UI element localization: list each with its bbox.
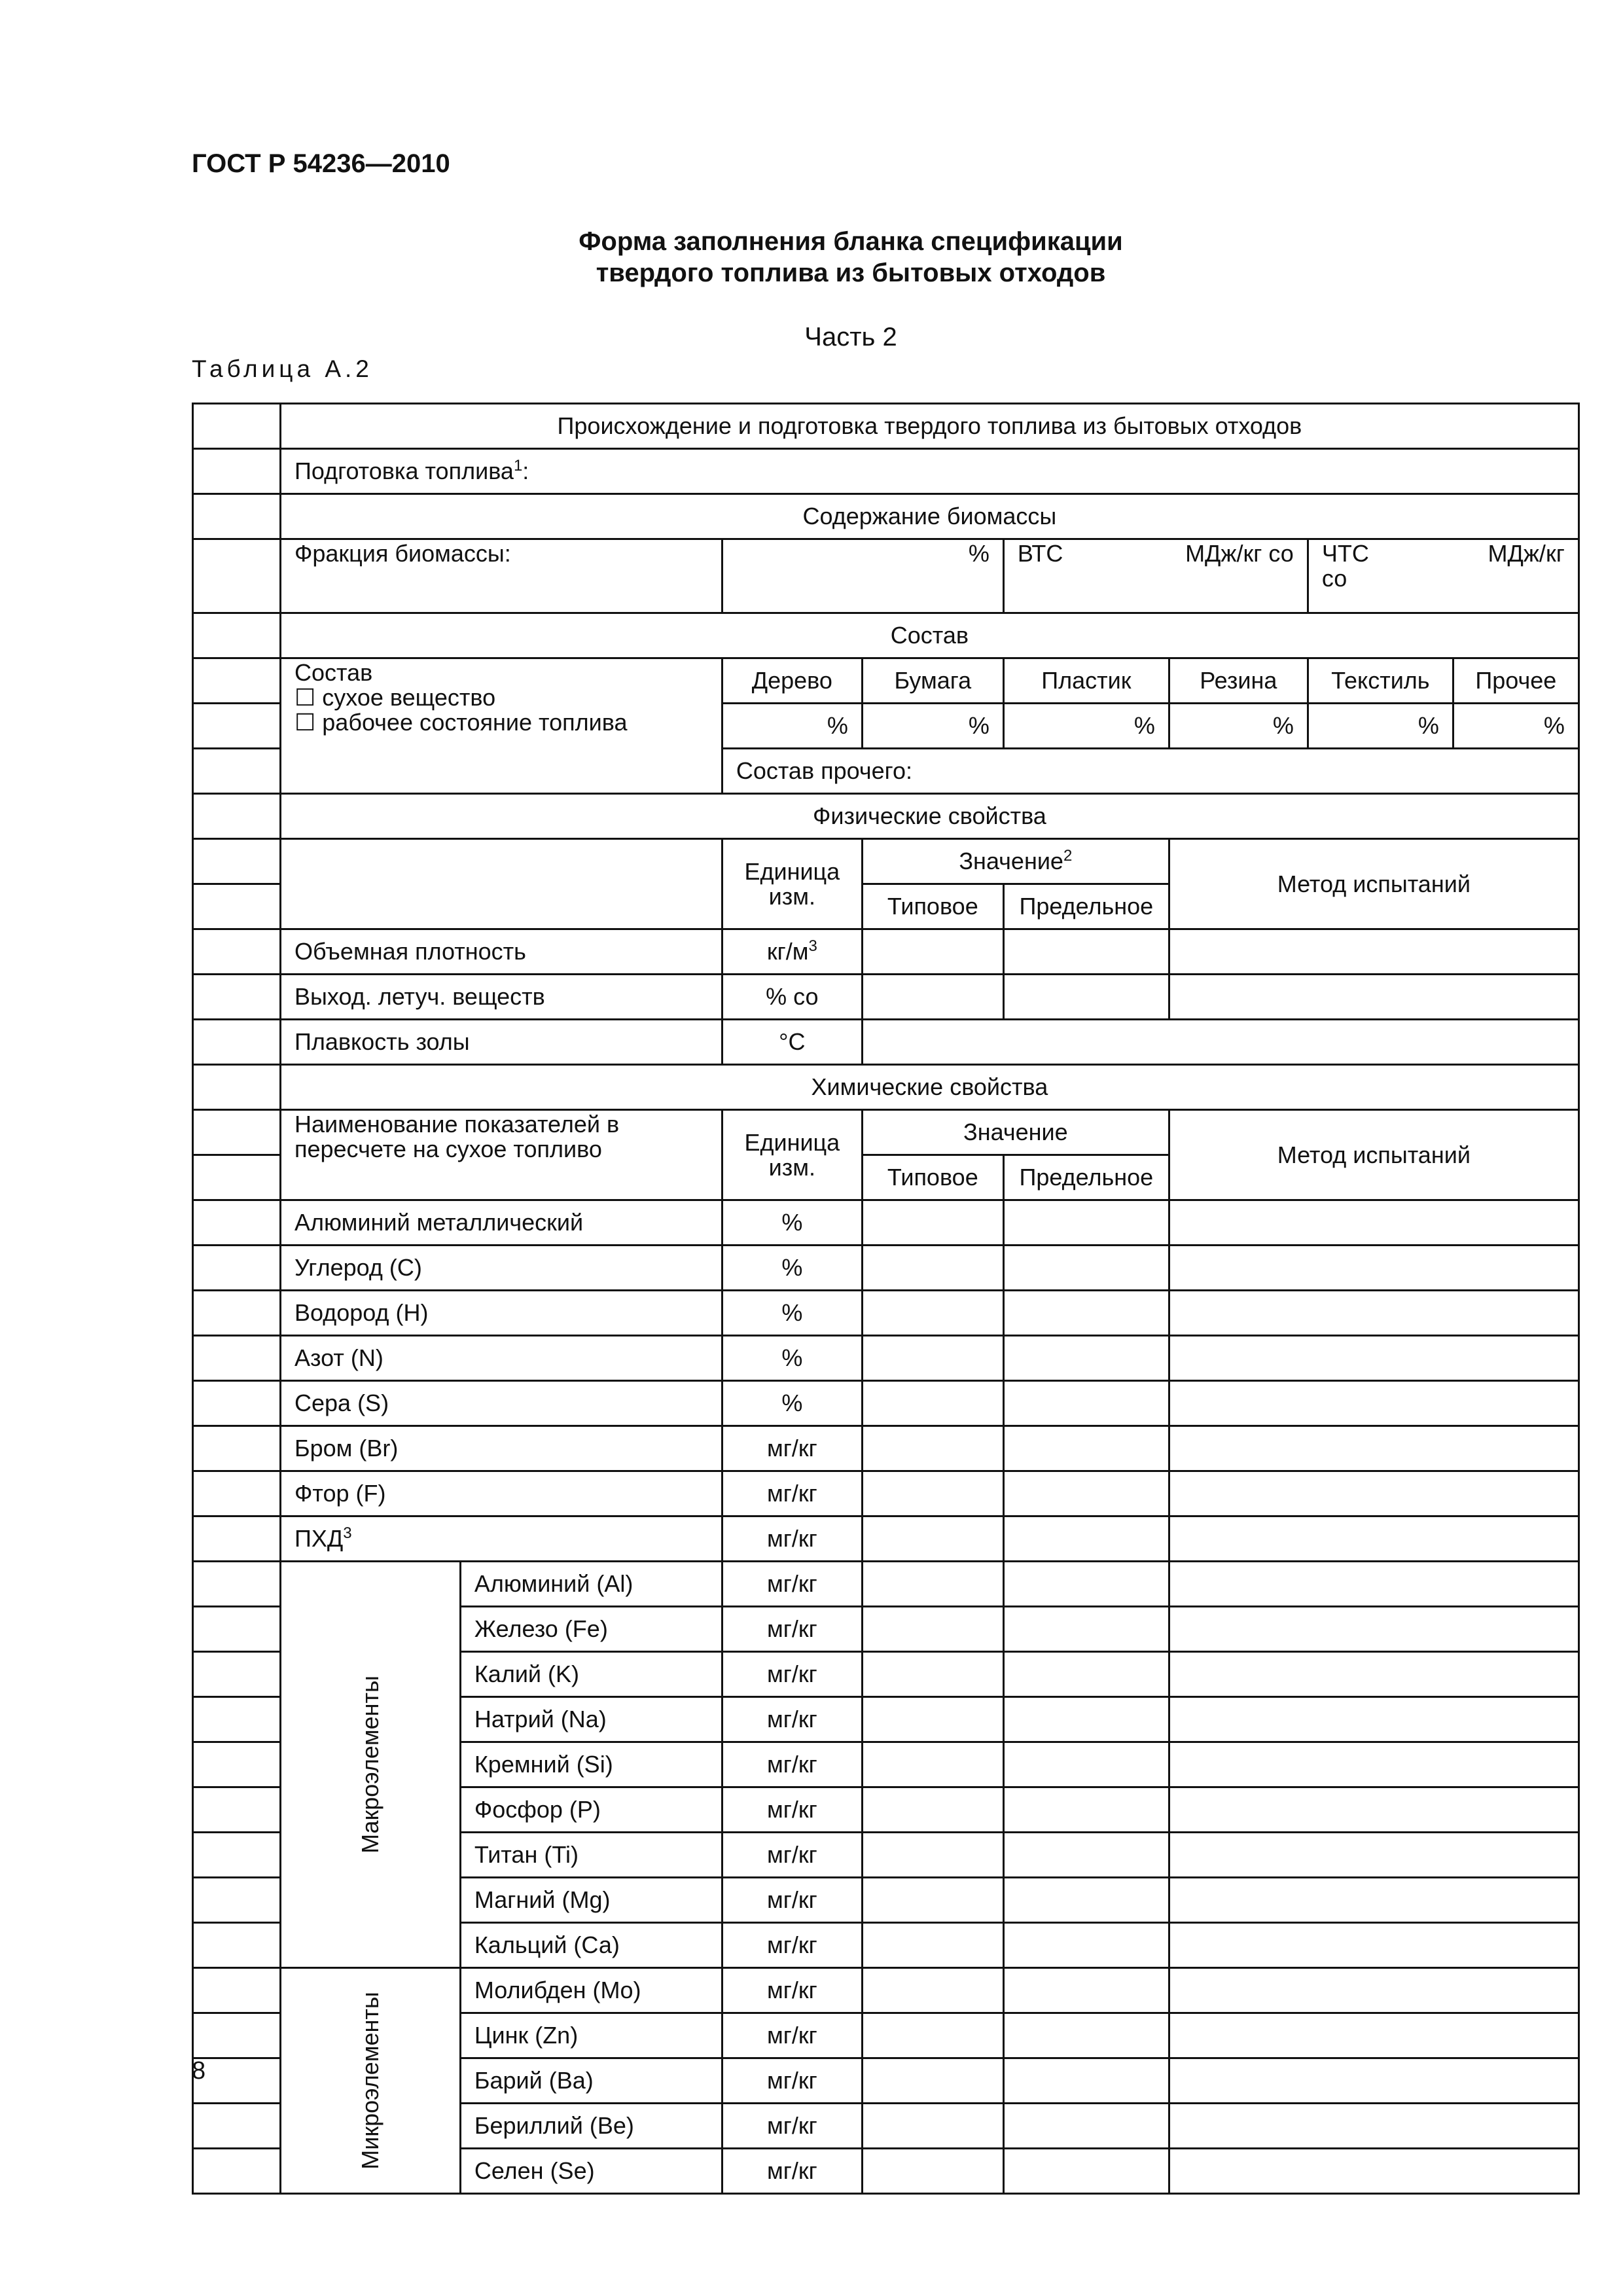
element-name: Титан (Ti) [460,1833,722,1878]
index-cell[interactable] [193,975,281,1020]
typical-value-field[interactable] [862,2058,1003,2104]
typical-value-field[interactable] [862,1923,1003,1968]
chemical-name [281,1246,722,1291]
element-unit: мг/кг [722,2058,862,2104]
material-header-textile: Текстиль [1308,658,1453,704]
typical-value-field[interactable] [862,2149,1003,2194]
chemical-name [281,1381,722,1426]
table-row [193,1020,1579,1065]
test-method-field[interactable] [1169,1426,1578,1471]
test-method-field[interactable] [1169,1516,1578,1562]
test-method-field[interactable] [1169,1471,1578,1516]
material-header-other: Прочее [1453,658,1578,704]
composition-label: Состав [294,659,373,686]
ash-fusibility-field[interactable] [862,1020,1578,1065]
footnote-marker: 3 [343,1524,352,1542]
table-row [193,613,1579,658]
physical-method-header: Метод испытаний [1169,839,1578,929]
chemical-unit: % [722,1200,862,1246]
chemical-name [281,1291,722,1336]
index-cell[interactable] [193,1787,281,1833]
element-name: Селен (Se) [460,2149,722,2194]
typical-value-field[interactable] [862,1471,1003,1516]
chemical-unit: % [722,1246,862,1291]
document-header: ГОСТ Р 54236—2010 [192,149,450,178]
index-cell[interactable] [193,1878,281,1923]
part-label: Часть 2 [804,323,897,351]
chemical-unit: мг/кг [722,1426,862,1471]
element-name: Молибден (Mo) [460,1968,722,2013]
limit-value-field[interactable] [1003,2058,1169,2104]
material-header-plastic: Пластик [1003,658,1169,704]
test-method-field[interactable] [1169,975,1578,1020]
chemical-name [281,1336,722,1381]
chemical-name [281,1426,722,1471]
limit-value-field[interactable] [1003,1878,1169,1923]
chemical-unit: мг/кг [722,1471,862,1516]
test-method-field[interactable] [1169,1742,1578,1787]
element-unit: мг/кг [722,1833,862,1878]
dry-matter-checkbox[interactable]: ☐ сухое вещество [294,684,496,711]
vts-unit: МДж/кг со [1185,540,1294,567]
form-title-line1: Форма заполнения бланка спецификации [579,227,1123,256]
table-row [193,1110,1579,1155]
table-row [193,839,1579,884]
test-method-field[interactable] [1169,2149,1578,2194]
index-cell[interactable] [193,2104,281,2149]
paper-percent-field[interactable]: % [862,704,1003,749]
microelements-group [281,1968,461,2194]
index-cell[interactable] [193,1336,281,1381]
typical-value-field[interactable] [862,1697,1003,1742]
test-method-field[interactable] [1169,1833,1578,1878]
plastic-percent-field[interactable]: % [1003,704,1169,749]
property-unit [722,929,862,975]
element-unit: мг/кг [722,1923,862,1968]
limit-value-field[interactable] [1003,1742,1169,1787]
chemical-heading: Химические свойства [281,1065,1579,1110]
test-method-field[interactable] [1169,2013,1578,2058]
index-cell[interactable] [193,2149,281,2194]
typical-value-field[interactable] [862,1742,1003,1787]
table-label: Таблица А.2 [192,355,373,382]
element-name: Натрий (Na) [460,1697,722,1742]
property-name: Объемная плотность [281,929,722,975]
chemical-name-text: Алюминий металлический [294,1209,584,1236]
index-cell[interactable] [193,794,281,839]
table-row [193,929,1579,975]
index-cell[interactable] [193,1381,281,1426]
unit-superscript: 3 [808,937,817,955]
other-composition-field[interactable]: Состав прочего: [722,749,1578,794]
specification-table [192,403,1580,2195]
test-method-field[interactable] [1169,1923,1578,1968]
element-name: Магний (Mg) [460,1878,722,1923]
typical-value-field[interactable] [862,1200,1003,1246]
footnote-marker: 1 [513,457,523,475]
chemical-unit: % [722,1291,862,1336]
test-method-field[interactable] [1169,929,1578,975]
chemical-unit-header: Единица изм. [722,1110,862,1200]
limit-value-field[interactable] [1003,975,1169,1020]
material-header-wood: Дерево [722,658,862,704]
index-cell[interactable] [193,1065,281,1110]
element-unit: мг/кг [722,1562,862,1607]
chemical-unit: мг/кг [722,1516,862,1562]
test-method-field[interactable] [1169,1381,1578,1426]
chts-sub: со [1321,565,1347,592]
chemical-name-text: Азот (N) [294,1344,383,1371]
limit-value-field[interactable] [1003,1246,1169,1291]
limit-value-field[interactable] [1003,1697,1169,1742]
table-row [193,1968,1579,2013]
index-cell[interactable] [193,1020,281,1065]
table-row [193,539,1579,613]
index-cell[interactable] [193,404,281,449]
index-cell[interactable] [193,1426,281,1471]
limit-value-field[interactable] [1003,1336,1169,1381]
typical-value-field[interactable] [862,2013,1003,2058]
index-cell[interactable] [193,1923,281,1968]
typical-value-field[interactable] [862,1516,1003,1562]
limit-value-field[interactable] [1003,1607,1169,1652]
wood-percent-field[interactable]: % [722,704,862,749]
typical-value-field[interactable] [862,1291,1003,1336]
table-row [193,975,1579,1020]
chemical-name-text: Водород (Н) [294,1299,429,1326]
physical-name-header [281,839,722,929]
limit-value-field[interactable] [1003,1787,1169,1833]
index-cell[interactable] [193,1110,281,1155]
chemical-name-text: Бром (Br) [294,1435,399,1462]
chemical-method-header: Метод испытаний [1169,1110,1578,1200]
limit-value-field[interactable] [1003,2104,1169,2149]
index-cell[interactable] [193,1291,281,1336]
limit-value-field[interactable] [1003,1200,1169,1246]
element-unit: мг/кг [722,1878,862,1923]
element-name: Кальций (Са) [460,1923,722,1968]
index-cell[interactable] [193,1607,281,1652]
index-cell[interactable] [193,749,281,794]
table-row [193,658,1579,704]
material-header-paper: Бумага [862,658,1003,704]
vts-label: ВТС [1017,540,1063,567]
index-cell[interactable] [193,1833,281,1878]
preparation-cell[interactable] [281,449,1579,494]
table-row [193,1065,1579,1110]
chemical-typical-header: Типовое [862,1155,1003,1200]
textile-percent-field[interactable]: % [1308,704,1453,749]
chemical-limit-header: Предельное [1003,1155,1169,1200]
index-cell[interactable] [193,1471,281,1516]
test-method-field[interactable] [1169,1246,1578,1291]
index-cell[interactable] [193,1516,281,1562]
limit-value-field[interactable] [1003,1471,1169,1516]
limit-value-field[interactable] [1003,1923,1169,1968]
typical-value-field[interactable] [862,1426,1003,1471]
typical-value-field[interactable] [862,1787,1003,1833]
chemical-name [281,1200,722,1246]
material-header-rubber: Резина [1169,658,1308,704]
rubber-percent-field[interactable]: % [1169,704,1308,749]
typical-value-field[interactable] [862,1381,1003,1426]
chemical-name-text: Сера (S) [294,1390,389,1416]
working-state-checkbox[interactable]: ☐ рабочее состояние топлива [294,709,628,736]
chts-field[interactable] [1308,539,1578,613]
chemical-unit: % [722,1336,862,1381]
macroelements-group-label: Макроэлементы [356,1676,383,1854]
test-method-field[interactable] [1169,1562,1578,1607]
limit-value-field[interactable] [1003,2013,1169,2058]
physical-typical-header: Типовое [862,884,1003,929]
form-title-line2: твердого топлива из бытовых отходов [596,259,1106,287]
test-method-field[interactable] [1169,1878,1578,1923]
composition-heading: Состав [281,613,1579,658]
index-cell[interactable] [193,1155,281,1200]
table-row [193,794,1579,839]
chemical-name-text: Фтор (F) [294,1480,386,1507]
typical-value-field[interactable] [862,1562,1003,1607]
limit-value-field[interactable] [1003,1516,1169,1562]
element-unit: мг/кг [722,1968,862,2013]
element-name: Калий (K) [460,1652,722,1697]
limit-value-field[interactable] [1003,1562,1169,1607]
physical-limit-header: Предельное [1003,884,1169,929]
element-name: Цинк (Zn) [460,2013,722,2058]
element-name: Бериллий (Be) [460,2104,722,2149]
test-method-field[interactable] [1169,1968,1578,2013]
element-name: Алюминий (Al) [460,1562,722,1607]
limit-value-field[interactable] [1003,2149,1169,2194]
index-cell[interactable] [193,1742,281,1787]
test-method-field[interactable] [1169,2104,1578,2149]
index-cell[interactable] [193,613,281,658]
origin-heading: Происхождение и подготовка твердого топлива из бытовых отходов [281,404,1579,449]
preparation-label: Подготовка топлива [294,457,514,484]
test-method-field[interactable] [1169,1652,1578,1697]
element-unit: мг/кг [722,1652,862,1697]
index-cell[interactable] [193,1246,281,1291]
value-header-text: Значение [959,848,1063,874]
limit-value-field[interactable] [1003,1833,1169,1878]
element-unit: мг/кг [722,1607,862,1652]
table-row [193,1562,1579,1607]
index-cell[interactable] [193,1652,281,1697]
typical-value-field[interactable] [862,1246,1003,1291]
chemical-name-header: Наименование показателей в пересчете на сухое топливо [281,1110,722,1200]
biomass-fraction-label: Фракция биомассы: [281,539,722,613]
table-row [193,1381,1579,1426]
preparation-colon: : [522,457,529,484]
typical-value-field[interactable] [862,1336,1003,1381]
physical-heading: Физические свойства [281,794,1579,839]
table-row [193,1471,1579,1516]
limit-value-field[interactable] [1003,1426,1169,1471]
chemical-name [281,1471,722,1516]
test-method-field[interactable] [1169,1607,1578,1652]
property-name: Выход. летуч. веществ [281,975,722,1020]
table-row [193,1246,1579,1291]
index-cell[interactable] [193,839,281,884]
physical-unit-header: Единица изм. [722,839,862,929]
vts-field[interactable] [1003,539,1308,613]
test-method-field[interactable] [1169,1291,1578,1336]
chemical-name-text: Углерод (С) [294,1254,422,1281]
unit-text: кг/м [766,938,809,965]
microelements-group-label: Микроэлементы [356,1992,383,2170]
element-unit: мг/кг [722,1697,862,1742]
element-unit: мг/кг [722,2104,862,2149]
typical-value-field[interactable] [862,2104,1003,2149]
typical-value-field[interactable] [862,1878,1003,1923]
chemical-name-text: ПХД [294,1525,344,1552]
index-cell[interactable] [193,1968,281,2013]
typical-value-field[interactable] [862,929,1003,975]
chemical-unit: % [722,1381,862,1426]
table-row [193,449,1579,494]
index-cell[interactable] [193,1200,281,1246]
typical-value-field[interactable] [862,1968,1003,2013]
element-name: Фосфор (P) [460,1787,722,1833]
page-number: 8 [192,2057,206,2085]
index-cell[interactable] [193,884,281,929]
macroelements-group [281,1562,461,1968]
chemical-name [281,1516,722,1562]
element-unit: мг/кг [722,1742,862,1787]
element-name: Железо (Fe) [460,1607,722,1652]
biomass-heading: Содержание биомассы [281,494,1579,539]
index-cell[interactable] [193,2058,281,2104]
table-row [193,1516,1579,1562]
typical-value-field[interactable] [862,1652,1003,1697]
physical-value-header [862,839,1169,884]
index-cell[interactable] [193,494,281,539]
limit-value-field[interactable] [1003,1968,1169,2013]
table-row [193,1200,1579,1246]
composition-basis [281,658,722,794]
element-name: Барий (Ba) [460,2058,722,2104]
limit-value-field[interactable] [1003,1381,1169,1426]
index-cell[interactable] [193,704,281,749]
test-method-field[interactable] [1169,2058,1578,2104]
table-row [193,1291,1579,1336]
test-method-field[interactable] [1169,1787,1578,1833]
table-row [193,404,1579,449]
test-method-field[interactable] [1169,1200,1578,1246]
typical-value-field[interactable] [862,975,1003,1020]
index-cell[interactable] [193,929,281,975]
element-unit: мг/кг [722,2149,862,2194]
limit-value-field[interactable] [1003,929,1169,975]
biomass-percent-field[interactable]: % [722,539,1003,613]
property-unit: % со [722,975,862,1020]
element-unit: мг/кг [722,2013,862,2058]
table-row [193,1336,1579,1381]
test-method-field[interactable] [1169,1336,1578,1381]
index-cell[interactable] [193,1697,281,1742]
footnote-marker: 2 [1063,847,1073,865]
typical-value-field[interactable] [862,1833,1003,1878]
index-cell[interactable] [193,449,281,494]
table-row [193,1426,1579,1471]
index-cell[interactable] [193,2013,281,2058]
chemical-value-header: Значение [862,1110,1169,1155]
table-row [193,494,1579,539]
limit-value-field[interactable] [1003,1652,1169,1697]
index-cell[interactable] [193,539,281,613]
property-name: Плавкость золы [281,1020,722,1065]
property-unit: °С [722,1020,862,1065]
chts-label: ЧТС [1321,540,1369,567]
index-cell[interactable] [193,1562,281,1607]
other-percent-field[interactable]: % [1453,704,1578,749]
limit-value-field[interactable] [1003,1291,1169,1336]
test-method-field[interactable] [1169,1697,1578,1742]
index-cell[interactable] [193,658,281,704]
element-name: Кремний (Si) [460,1742,722,1787]
element-unit: мг/кг [722,1787,862,1833]
chts-unit: МДж/кг [1488,540,1565,567]
typical-value-field[interactable] [862,1607,1003,1652]
